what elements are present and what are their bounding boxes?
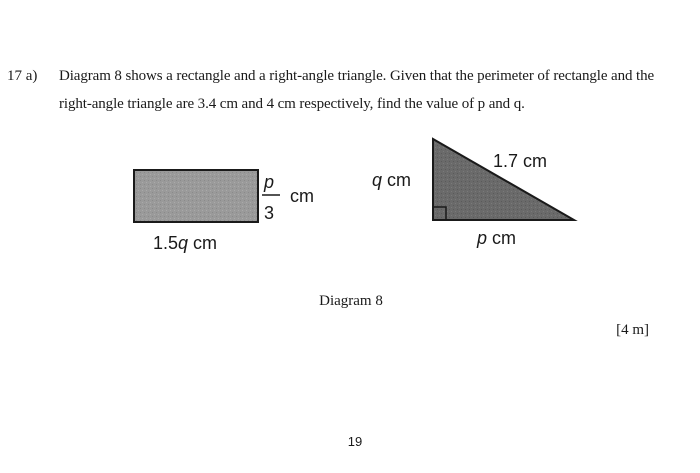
question-text-line-1: Diagram 8 shows a rectangle and a right-angle triangle. Given that the perimeter of rectangle and the [59, 68, 655, 84]
marks-allocation: [4 m] [616, 322, 649, 338]
rectangle-width-variable: q [178, 233, 189, 253]
triangle-base-unit: cm [487, 228, 517, 248]
rectangle-width-label [153, 233, 217, 253]
diagram-caption: Diagram 8 [319, 293, 383, 309]
rectangle-width-unit: cm [188, 233, 218, 253]
rectangle-width-coefficient: 1.5 [153, 233, 179, 253]
fraction-denominator: 3 [264, 203, 275, 223]
rectangle-height-unit: cm [290, 186, 314, 206]
triangle-height-unit: cm [382, 170, 412, 190]
triangle-base-variable: p [477, 228, 488, 248]
page-number: 19 [347, 434, 363, 449]
question-number: 17 a) [7, 68, 38, 84]
triangle-hypotenuse-label: 1.7 cm [493, 151, 548, 171]
fraction-numerator: p [264, 172, 275, 192]
triangle-base-label [476, 228, 516, 248]
triangle-height-label [372, 170, 411, 190]
triangle-height-variable: q [372, 170, 383, 190]
rectangle-shape [134, 170, 258, 222]
question-text-line-2: right-angle triangle are 3.4 cm and 4 cm respectively, find the value of p and q. [59, 96, 525, 112]
